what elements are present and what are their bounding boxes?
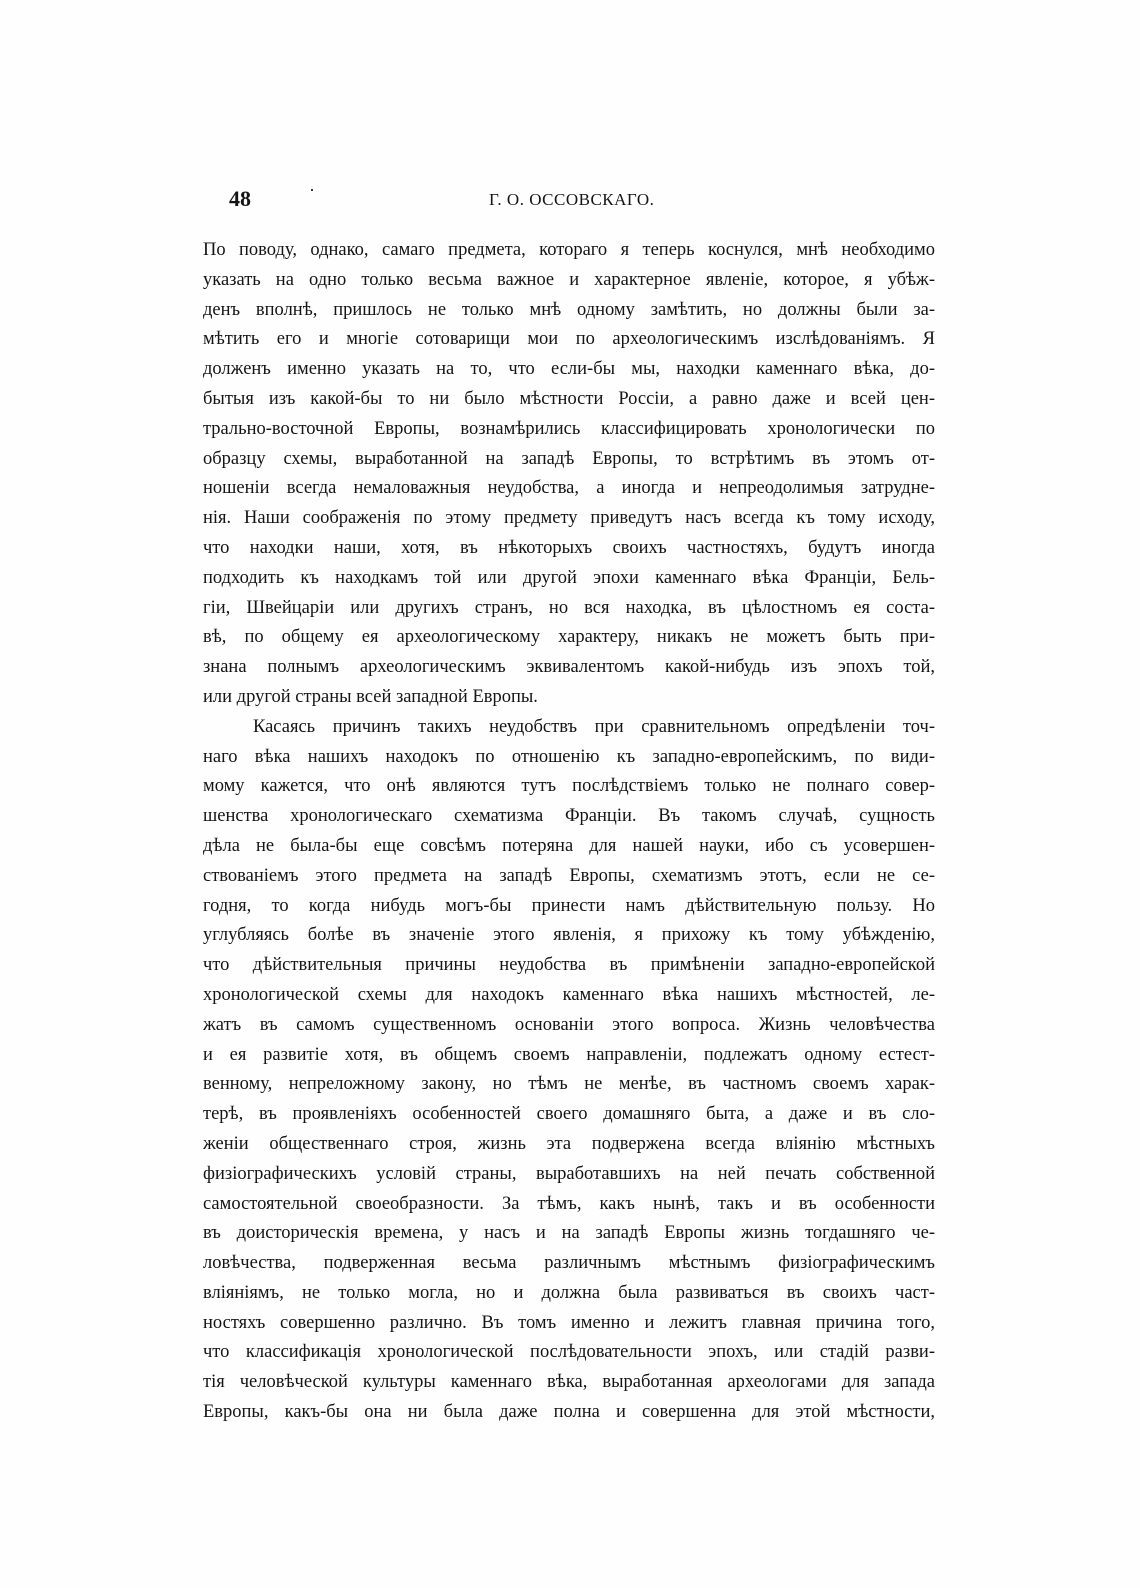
text-line: наго вѣка нашихъ находокъ по отношенію къ западно-европейскимъ, по види- <box>203 746 935 767</box>
text-line: жатъ въ самомъ существенномъ основаніи этого вопроса. Жизнь человѣчества <box>203 1014 935 1035</box>
text-line: дѣла не была-бы еще совсѣмъ потеряна для нашей науки, ибо съ усовершен- <box>203 835 935 856</box>
text-line: знана полнымъ археологическимъ эквивалентомъ какой-нибудь изъ эпохъ той, <box>203 657 935 678</box>
running-header <box>229 180 936 218</box>
text-line: ловѣчества, подверженная весьма различнымъ мѣстнымъ физіографическимъ <box>203 1253 935 1274</box>
text-line: денъ вполнѣ, пришлось не только мнѣ одному замѣтить, но должны были за- <box>203 299 935 320</box>
text-line: мѣтить его и многіе сотоварищи мои по археологическимъ изслѣдованіямъ. Я <box>203 329 935 350</box>
text-line: самостоятельной своеобразности. За тѣмъ, какъ нынѣ, такъ и въ особенности <box>203 1193 935 1214</box>
text-line: или другой страны всей западной Европы. <box>203 686 538 707</box>
text-line: Европы, какъ-бы она ни была даже полна и совершенна для этой мѣстности, <box>203 1402 935 1423</box>
text-line: терѣ, въ проявленіяхъ особенностей своего домашняго быта, а даже и въ сло- <box>203 1104 935 1125</box>
text-line: вѣ, по общему ея археологическому характеру, никакъ не можетъ быть при- <box>203 627 935 648</box>
ink-speck: · <box>309 180 315 200</box>
text-line: образцу схемы, выработанной на западѣ Европы, то встрѣтимъ въ этомъ от- <box>203 448 935 469</box>
text-line: ношеніи всегда немаловажныя неудобства, а иногда и непреодолимыя затрудне- <box>203 478 935 499</box>
running-title: Г. О. ОССОВСКАГО. <box>489 190 655 209</box>
text-line: По поводу, однако, самаго предмета, котораго я теперь коснулся, мнѣ необходимо <box>203 240 935 260</box>
text-line: хронологической схемы для находокъ каменнаго вѣка нашихъ мѣстностей, ле- <box>203 984 935 1005</box>
text-line: мому кажется, что онѣ являются тутъ послѣдствіемъ только не полнаго совер- <box>203 776 935 797</box>
text-line: трально-восточной Европы, вознамѣрились классифицировать хронологически по <box>203 418 935 439</box>
text-line: ностяхъ совершенно различно. Въ томъ именно и лежитъ главная причина того, <box>203 1312 935 1333</box>
text-line: что находки наши, хотя, въ нѣкоторыхъ своихъ частностяхъ, будутъ иногда <box>203 537 935 558</box>
text-line: физіографическихъ условій страны, выработавшихъ на ней печать собственной <box>203 1163 935 1184</box>
text-line: и ея развитіе хотя, въ общемъ своемъ направленіи, подлежатъ одному естест- <box>203 1044 935 1065</box>
text-line: вліяніямъ, не только могла, но и должна была развиваться въ своихъ част- <box>203 1282 935 1303</box>
text-line: гіи, Швейцаріи или другихъ странъ, но вся находка, въ цѣлостномъ ея соста- <box>203 597 935 618</box>
text-line: въ доисторическія времена, у насъ и на западѣ Европы жизнь тогдашняго че- <box>203 1223 935 1244</box>
text-line: указать на одно только весьма важное и характерное явленіе, которое, я убѣж- <box>203 269 935 290</box>
paragraph-1 <box>203 236 935 713</box>
text-line: что классификація хронологической послѣдовательности эпохъ, или стадій разви- <box>203 1342 935 1363</box>
text-line: годня, то когда нибудь могъ-бы принести намъ дѣйствительную пользу. Но <box>203 895 935 916</box>
text-line: углубляясь болѣе въ значеніе этого явленія, я прихожу къ тому убѣжденію, <box>203 925 935 946</box>
text-line: долженъ именно указать на то, что если-бы мы, находки каменнаго вѣка, до- <box>203 359 935 380</box>
text-line: ствованіемъ этого предмета на западѣ Европы, схематизмъ этотъ, если не се- <box>203 865 935 886</box>
text-line: женіи общественнаго строя, жизнь эта подвержена всегда вліянію мѣстныхъ <box>203 1133 935 1154</box>
text-line: подходить къ находкамъ той или другой эпохи каменнаго вѣка Франціи, Бель- <box>203 567 935 588</box>
text-line: нія. Наши соображенія по этому предмету приведутъ насъ всегда къ тому исходу, <box>203 508 935 529</box>
text-line: тія человѣческой культуры каменнаго вѣка, выработанная археологами для запада <box>203 1372 935 1393</box>
page-number: 48 <box>229 186 251 211</box>
text-line: венному, непреложному закону, но тѣмъ не менѣе, въ частномъ своемъ харак- <box>203 1074 935 1095</box>
text-line: Касаясь причинъ такихъ неудобствъ при сравнительномъ опредѣленіи точ- <box>253 716 935 737</box>
paragraph-2 <box>203 713 935 1428</box>
text-line: что дѣйствительныя причины неудобства въ примѣненіи западно-европейской <box>203 955 935 976</box>
text-line: бытыя изъ какой-бы то ни было мѣстности Россіи, а равно даже и всей цен- <box>203 388 935 409</box>
text-line: шенства хронологическаго схематизма Франціи. Въ такомъ случаѣ, сущность <box>203 806 935 827</box>
body-text <box>203 236 935 1428</box>
